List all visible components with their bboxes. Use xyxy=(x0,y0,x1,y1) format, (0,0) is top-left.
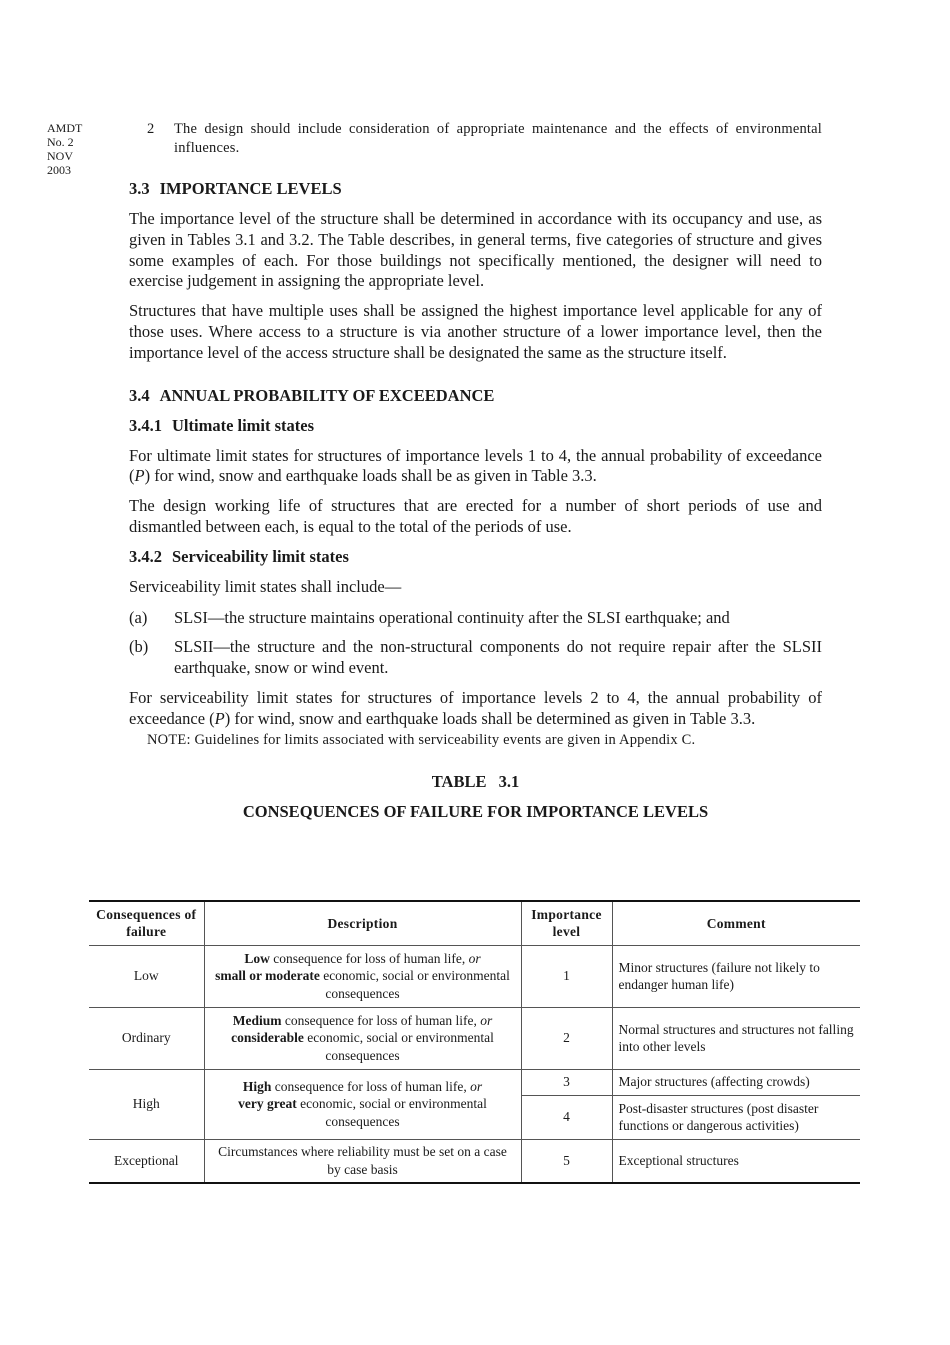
paragraph: Serviceability limit states shall include— xyxy=(129,576,402,596)
cell-description xyxy=(204,1069,521,1139)
importance-levels-table xyxy=(89,900,860,1184)
subsection-heading-3-4-2 xyxy=(129,546,822,568)
section-number: 3.4 xyxy=(129,385,150,405)
list-item-label: (a) xyxy=(129,607,148,627)
bold-text: small or moderate xyxy=(215,968,320,984)
amendment-year: 2003 xyxy=(47,163,71,177)
amendment-label: AMDT xyxy=(47,121,83,135)
header-description: Description xyxy=(204,901,521,945)
text-run: consequence for loss of human life, xyxy=(281,1012,481,1028)
cell-consequence: Exceptional xyxy=(89,1139,204,1183)
text-run: economic, social or environmental consequences xyxy=(303,1030,494,1063)
bold-text: very great xyxy=(238,1096,297,1112)
section-title: ANNUAL PROBABILITY OF EXCEEDANCE xyxy=(159,385,495,405)
cell-description xyxy=(204,1007,521,1069)
header-importance-level: Importance level xyxy=(521,901,612,945)
text-run: ) for wind, snow and earthquake loads shall be determined as given in Table 3.3. xyxy=(224,708,756,728)
cell-comment: Post-disaster structures (post disaster functions or dangerous activities) xyxy=(612,1095,860,1139)
text-run: consequence for loss of human life, xyxy=(269,950,469,966)
cell-comment: Normal structures and structures not falling into other levels xyxy=(612,1007,860,1069)
amendment-month: NOV xyxy=(47,149,73,163)
amendment-number: No. 2 xyxy=(47,135,74,149)
cell-consequence: Ordinary xyxy=(89,1007,204,1069)
text-run: economic, social or environmental consequences xyxy=(319,968,510,1001)
bold-text: High xyxy=(242,1078,272,1094)
main-content xyxy=(129,178,822,822)
subsection-number: 3.4.1 xyxy=(129,415,162,435)
text-run: For ultimate limit states for structures of importance levels 1 to 4, the annual probability of exceedance ( xyxy=(129,445,822,486)
section-heading-3-4 xyxy=(129,385,822,407)
list-item xyxy=(129,608,822,629)
cell-comment: Exceptional structures xyxy=(612,1139,860,1183)
italic-text: or xyxy=(470,1078,483,1094)
cell-importance-level: 2 xyxy=(521,1007,612,1069)
bold-text: considerable xyxy=(231,1030,304,1046)
list-item xyxy=(129,637,822,679)
paragraph: Structures that have multiple uses shall be assigned the highest importance level applicable for any of those uses. Where access to a structure is via another structure of a lower importance level, then the importance level of the access structure shall be designated the same as the structure itself. xyxy=(129,301,822,362)
table-title: CONSEQUENCES OF FAILURE FOR IMPORTANCE LEVELS xyxy=(242,801,709,821)
header-consequences: Consequences of failure xyxy=(89,901,204,945)
list-item-text: SLSI—the structure maintains operational continuity after the SLSI earthquake; and xyxy=(174,607,730,627)
cell-importance-level: 1 xyxy=(521,945,612,1007)
text-run: For serviceability limit states for structures of importance levels 2 to 4, the annual probability of exceedance ( xyxy=(129,687,822,728)
bold-text: Medium xyxy=(232,1012,282,1028)
paragraph: The design working life of structures that are erected for a number of short periods of use and dismantled between each, is equal to the total of the periods of use. xyxy=(129,496,822,536)
note: NOTE: Guidelines for limits associated with serviceability events are given in Appendix C. xyxy=(147,731,696,748)
cell-consequence: High xyxy=(89,1069,204,1139)
list-item-text: SLSII—the structure and the non-structural components do not require repair after the SLSII earthquake, snow or wind event. xyxy=(174,637,822,678)
cell-description: Circumstances where reliability must be set on a case by case basis xyxy=(204,1139,521,1183)
variable: P xyxy=(134,466,145,486)
table-row xyxy=(89,1139,860,1183)
section-title: IMPORTANCE LEVELS xyxy=(159,179,342,198)
cell-comment: Major structures (affecting crowds) xyxy=(612,1069,860,1095)
cell-description xyxy=(204,945,521,1007)
section-heading-3-3 xyxy=(129,178,822,200)
cell-comment: Minor structures (failure not likely to endanger human life) xyxy=(612,945,860,1007)
note-item-text: The design should include consideration of appropriate maintenance and the effects of environmental influences. xyxy=(174,121,822,156)
cell-importance-level: 5 xyxy=(521,1139,612,1183)
list-item-label: (b) xyxy=(129,637,149,657)
table-row xyxy=(89,1069,860,1095)
continued-note-item xyxy=(147,120,822,158)
text-run: economic, social or environmental consequences xyxy=(296,1096,487,1129)
cell-importance-level: 3 xyxy=(521,1069,612,1095)
cell-consequence: Low xyxy=(89,945,204,1007)
subsection-title: Serviceability limit states xyxy=(172,546,349,566)
note-item-number: 2 xyxy=(147,121,155,137)
header-comment: Comment xyxy=(612,901,860,945)
table-label: TABLE 3.1 xyxy=(431,771,520,791)
italic-text: or xyxy=(468,950,481,966)
paragraph: The importance level of the structure shall be determined in accordance with its occupancy and use, as given in Tables 3.1 and 3.2. The Table describes, in general terms, five categories of structure and gives some examples of each. For those buildings not specifically mentioned, the designer will need to exercise judgement in assigning the appropriate level. xyxy=(129,209,822,291)
text-run: ) for wind, snow and earthquake loads shall be as given in Table 3.3. xyxy=(144,466,597,486)
section-number: 3.3 xyxy=(129,179,150,198)
italic-text: or xyxy=(480,1012,493,1028)
subsection-number: 3.4.2 xyxy=(129,546,162,566)
table-header-row xyxy=(89,901,860,945)
bold-text: Low xyxy=(244,950,270,966)
paragraph xyxy=(129,688,822,730)
text-run: consequence for loss of human life, xyxy=(271,1078,471,1094)
table-row xyxy=(89,1007,860,1069)
subsection-heading-3-4-1 xyxy=(129,415,822,437)
table-row xyxy=(89,945,860,1007)
paragraph xyxy=(129,446,822,488)
variable: P xyxy=(214,708,225,728)
cell-importance-level: 4 xyxy=(521,1095,612,1139)
subsection-title: Ultimate limit states xyxy=(172,415,315,435)
amendment-margin-note xyxy=(47,121,82,177)
